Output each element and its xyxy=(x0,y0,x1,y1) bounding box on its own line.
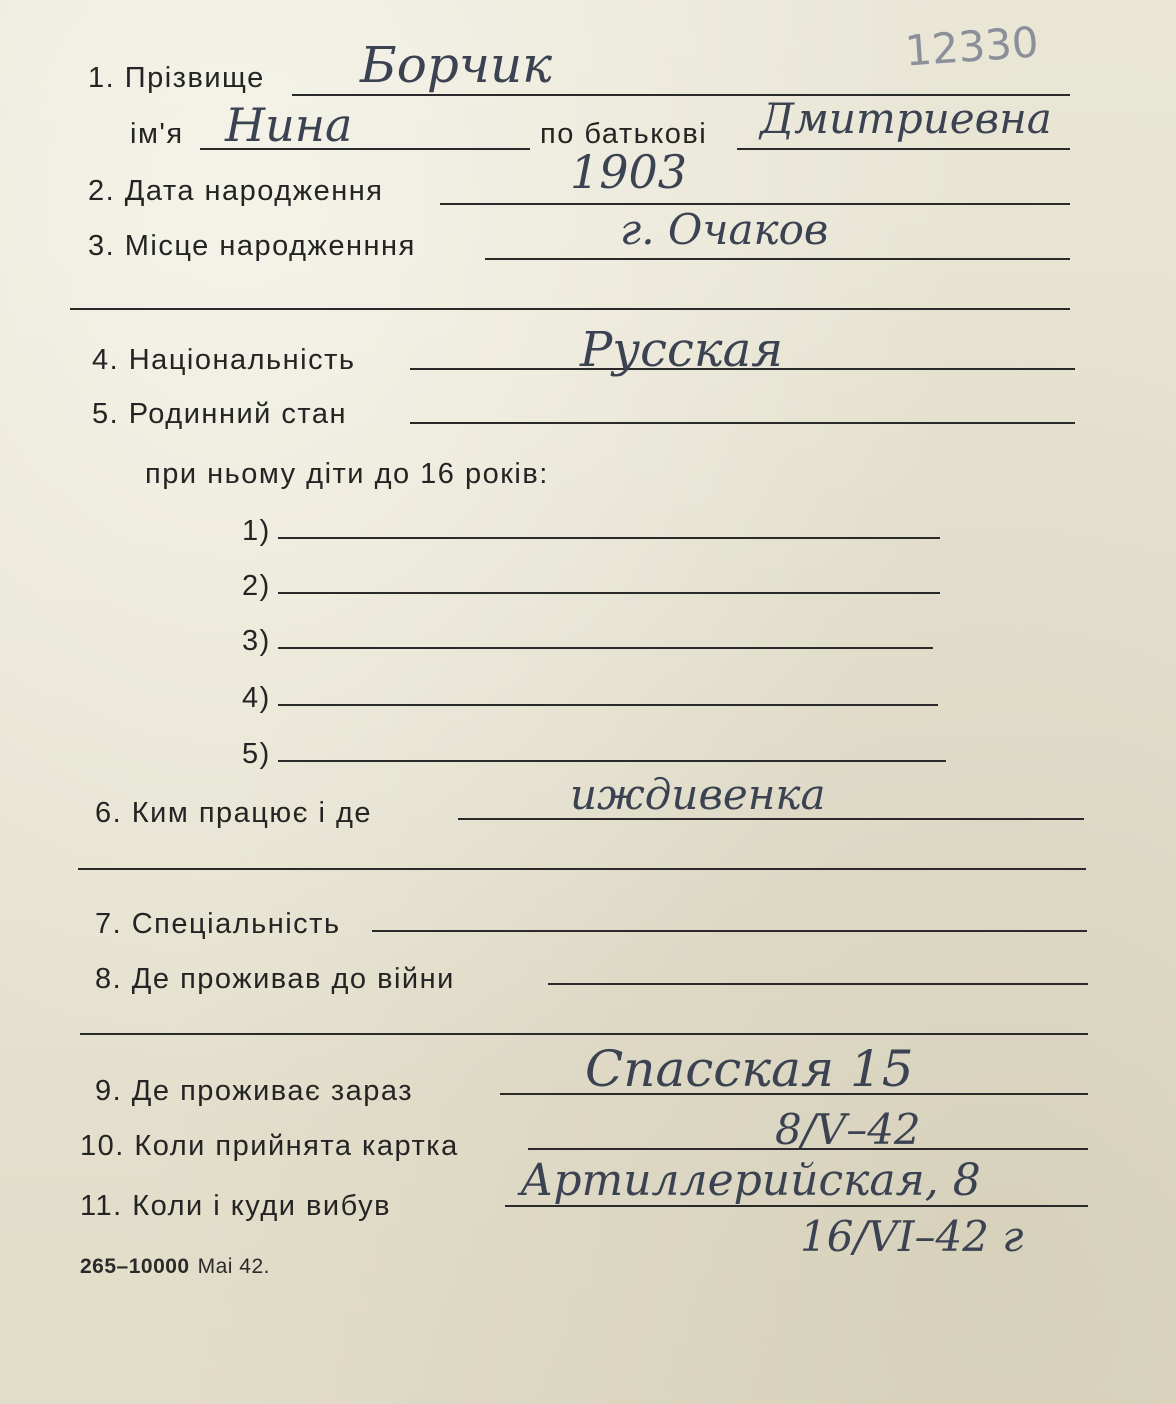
child-4-label: 4) xyxy=(242,682,271,714)
surname-value[interactable]: Борчик xyxy=(360,36,553,94)
child-5-label: 5) xyxy=(242,738,271,770)
print-code xyxy=(80,1255,270,1279)
current-residence-value[interactable]: Спасская 15 xyxy=(585,1040,914,1098)
child-1-label: 1) xyxy=(242,515,271,547)
departed-label: 11. Коли і куди вибув xyxy=(80,1190,391,1222)
departed-date[interactable]: 16/VI–42 г xyxy=(800,1212,1024,1261)
birth-place-line-2 xyxy=(70,308,1070,310)
birth-place-line xyxy=(485,258,1070,260)
archive-number: 12330 xyxy=(903,17,1041,76)
child-5-line xyxy=(278,760,946,762)
nationality-label: 4. Національність xyxy=(92,344,356,376)
child-2-label: 2) xyxy=(242,570,271,602)
occupation-label: 6. Ким працює і де xyxy=(95,797,373,829)
patronymic-label: по батькові xyxy=(540,118,708,150)
surname-label: 1. Прізвище xyxy=(88,62,265,94)
prewar-residence-line xyxy=(548,983,1088,985)
specialty-line xyxy=(372,930,1087,932)
child-2-line xyxy=(278,592,940,594)
first-name-value[interactable]: Нина xyxy=(225,98,353,152)
current-residence-label: 9. Де проживає зараз xyxy=(95,1075,414,1107)
child-3-label: 3) xyxy=(242,625,271,657)
marital-status-label: 5. Родинний стан xyxy=(92,398,348,430)
child-3-line xyxy=(278,647,933,649)
nationality-value[interactable]: Русская xyxy=(580,322,783,378)
specialty-label: 7. Спеціальність xyxy=(95,908,341,940)
patronymic-line xyxy=(737,148,1070,150)
print-code-number: 265–10000 xyxy=(80,1255,190,1278)
departed-value[interactable]: Артиллерийская, 8 xyxy=(520,1155,981,1206)
occupation-value[interactable]: иждивенка xyxy=(570,770,826,819)
first-name-label: ім'я xyxy=(130,118,184,150)
prewar-residence-line-2 xyxy=(80,1033,1088,1035)
child-4-line xyxy=(278,704,938,706)
birth-place-value[interactable]: г. Очаков xyxy=(620,205,829,254)
birth-place-label: 3. Місце народженння xyxy=(88,230,416,262)
children-heading: при ньому діти до 16 років: xyxy=(145,458,549,490)
birth-date-label: 2. Дата народження xyxy=(88,175,384,207)
print-code-date: Mai 42. xyxy=(197,1255,270,1278)
card-accepted-label: 10. Коли прийнята картка xyxy=(80,1130,459,1162)
patronymic-value[interactable]: Дмитриевна xyxy=(760,94,1052,143)
child-1-line xyxy=(278,537,940,539)
birth-date-value[interactable]: 1903 xyxy=(570,145,688,199)
occupation-line-2 xyxy=(78,868,1086,870)
marital-status-line xyxy=(410,422,1075,424)
card-accepted-value[interactable]: 8/V–42 xyxy=(775,1105,921,1154)
prewar-residence-label: 8. Де проживав до війни xyxy=(95,963,455,995)
